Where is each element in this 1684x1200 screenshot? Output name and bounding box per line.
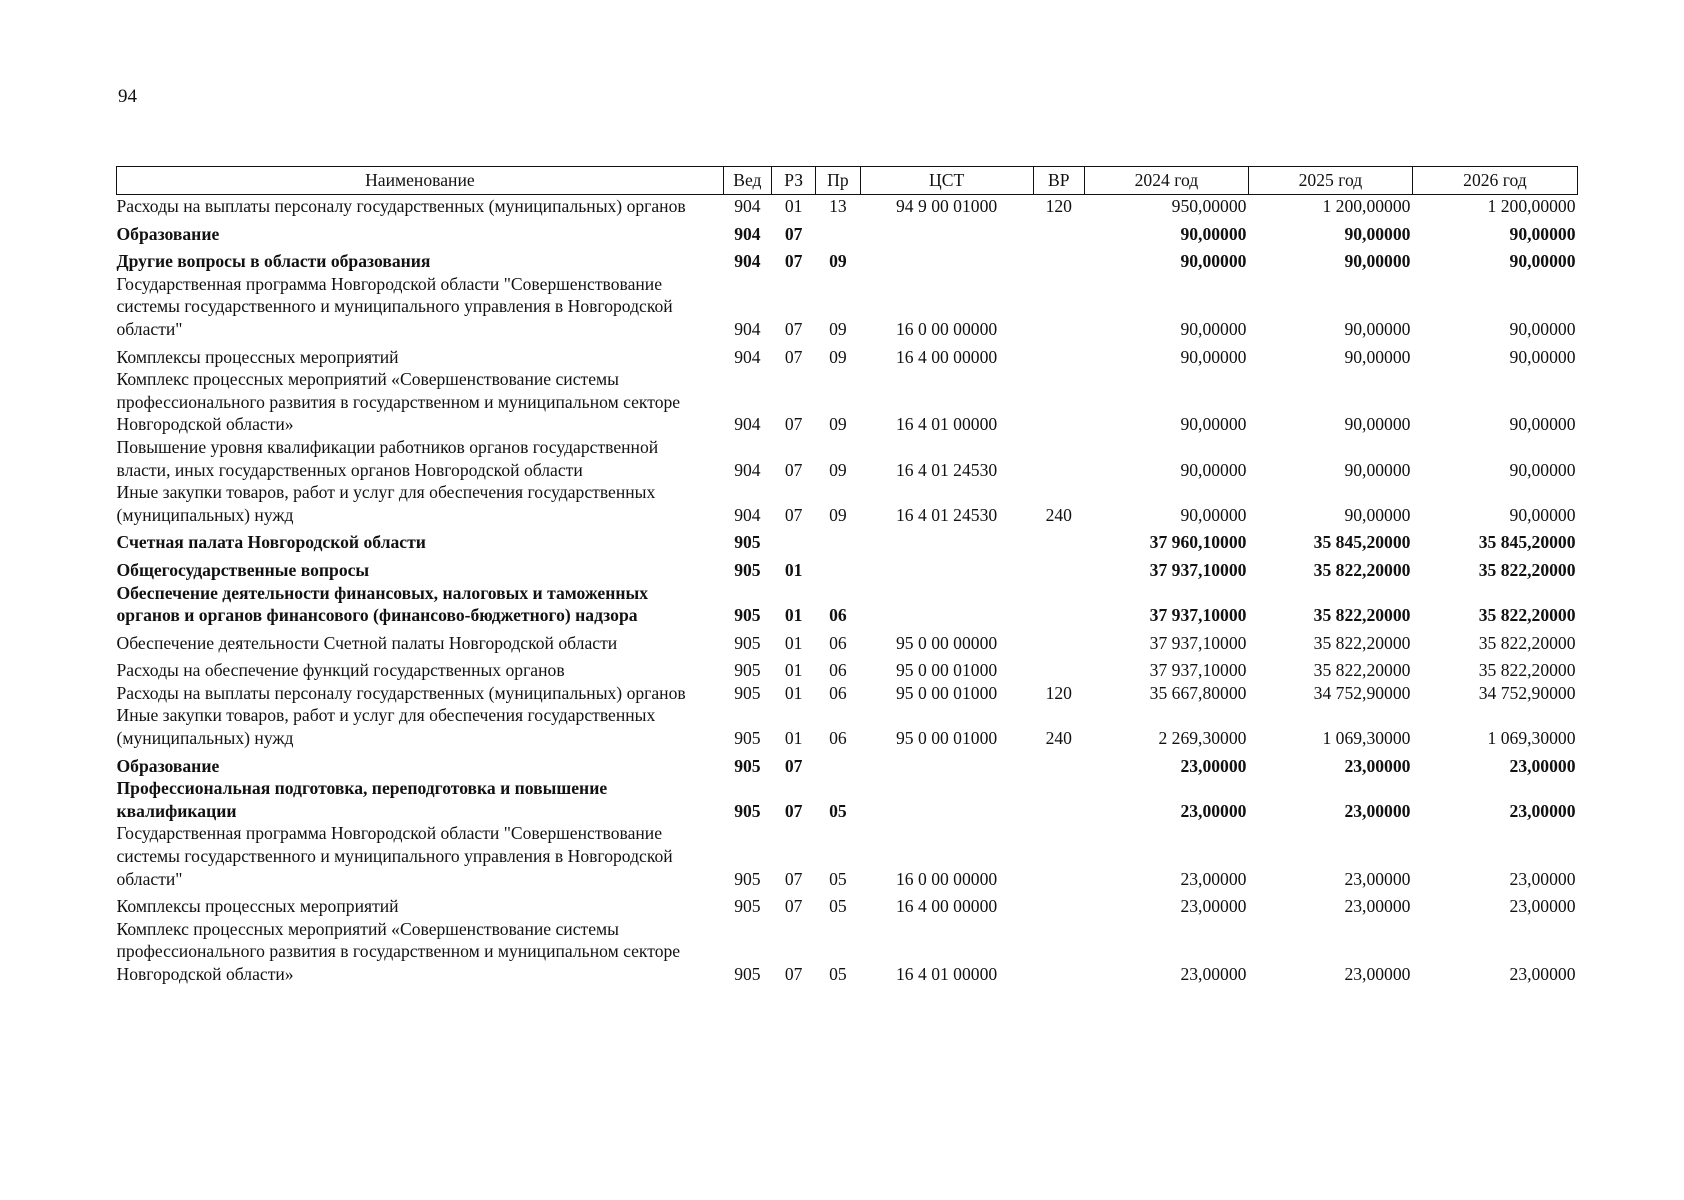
cell-cst	[860, 750, 1033, 778]
cell-2026: 90,00000	[1509, 414, 1576, 435]
table-header	[117, 167, 1578, 195]
cell-rz: 07	[784, 896, 803, 917]
table-row	[117, 918, 1578, 986]
cell-2026: 23,00000	[1509, 800, 1576, 821]
cell-cst: 95 0 00 01000	[896, 660, 998, 681]
cell-pr: 09	[829, 414, 847, 435]
cell-pr: 06	[829, 660, 847, 681]
cell-2025: 34 752,90000	[1313, 682, 1411, 703]
cell-name: Образование	[116, 755, 220, 776]
table-row	[117, 627, 1578, 655]
cell-vr	[1033, 627, 1084, 655]
cell-2026: 35 822,20000	[1478, 632, 1576, 653]
cell-rz: 01	[784, 660, 803, 681]
cell-cst	[860, 582, 1033, 627]
cell-rz: 07	[784, 755, 803, 776]
cell-cst: 16 4 01 24530	[896, 504, 998, 525]
cell-ved: 905	[734, 728, 761, 749]
cell-pr: 05	[829, 896, 847, 917]
cell-ved: 904	[734, 504, 761, 525]
cell-rz: 07	[784, 504, 803, 525]
cell-vr	[1033, 245, 1084, 273]
cell-pr: 06	[829, 682, 847, 703]
cell-ved: 904	[734, 414, 761, 435]
cell-2026: 90,00000	[1509, 346, 1576, 367]
cell-2025: 23,00000	[1344, 964, 1411, 984]
cell-2025: 35 822,20000	[1313, 660, 1411, 681]
cell-2026: 90,00000	[1509, 318, 1576, 339]
cell-rz: 01	[784, 559, 803, 580]
cell-2026: 90,00000	[1509, 459, 1576, 480]
cell-ved: 905	[734, 559, 761, 580]
cell-vr	[1033, 526, 1084, 554]
cell-2025: 23,00000	[1344, 800, 1411, 821]
page-number: 94	[118, 86, 137, 107]
table-row	[117, 704, 1578, 749]
cell-ved: 905	[734, 868, 761, 889]
cell-name: Комплекс процессных мероприятий «Совершенствование системы профессионального развития в государственном и муниципальном секторе Новгородской области»	[116, 369, 681, 435]
cell-2026: 90,00000	[1509, 251, 1576, 272]
cell-name: Счетная палата Новгородской области	[116, 532, 426, 553]
cell-2025: 35 822,20000	[1313, 605, 1411, 626]
cell-cst: 95 0 00 00000	[896, 632, 998, 653]
cell-pr	[816, 218, 860, 246]
cell-pr: 09	[829, 504, 847, 525]
table-row	[117, 526, 1578, 554]
cell-name: Профессиональная подготовка, переподготовка и повышение квалификации	[116, 778, 608, 821]
cell-2024: 90,00000	[1180, 346, 1247, 367]
cell-vr	[1033, 750, 1084, 778]
table-row	[117, 582, 1578, 627]
table-row	[117, 436, 1578, 481]
cell-2024: 90,00000	[1180, 414, 1247, 435]
cell-vr	[1033, 273, 1084, 341]
col-header-cst: ЦСТ	[860, 167, 1033, 195]
cell-ved: 904	[734, 251, 761, 272]
cell-vr: 120	[1045, 196, 1072, 216]
cell-2026: 35 822,20000	[1478, 559, 1576, 580]
cell-pr: 09	[829, 346, 847, 367]
budget-table	[116, 166, 1578, 986]
cell-pr: 05	[829, 964, 847, 984]
cell-2024: 37 937,10000	[1149, 632, 1247, 653]
cell-pr: 09	[829, 459, 847, 480]
cell-2026: 23,00000	[1509, 964, 1576, 984]
cell-rz: 01	[784, 632, 803, 653]
cell-vr	[1033, 341, 1084, 369]
cell-vr	[1033, 654, 1084, 682]
cell-pr: 09	[829, 251, 847, 272]
cell-vr	[1033, 436, 1084, 481]
cell-cst: 95 0 00 01000	[896, 728, 998, 749]
cell-2024: 2 269,30000	[1158, 728, 1247, 749]
cell-rz: 01	[784, 196, 803, 216]
cell-2025: 1 069,30000	[1322, 728, 1411, 749]
col-header-2024: 2024 год	[1084, 167, 1248, 195]
cell-cst: 16 4 00 00000	[896, 346, 998, 367]
cell-2024: 90,00000	[1180, 223, 1247, 244]
cell-vr	[1033, 554, 1084, 582]
cell-2025: 90,00000	[1344, 318, 1411, 339]
cell-2026: 23,00000	[1509, 896, 1576, 917]
cell-vr: 120	[1045, 682, 1072, 703]
cell-name: Обеспечение деятельности Счетной палаты Новгородской области	[116, 632, 618, 653]
cell-ved: 905	[734, 660, 761, 681]
cell-name: Образование	[116, 223, 220, 244]
cell-ved: 905	[734, 964, 761, 984]
table-row	[117, 341, 1578, 369]
cell-pr: 09	[829, 318, 847, 339]
cell-pr: 06	[829, 728, 847, 749]
cell-2024: 23,00000	[1180, 800, 1247, 821]
table-row	[117, 195, 1578, 218]
cell-cst	[860, 245, 1033, 273]
cell-name: Комплексы процессных мероприятий	[116, 896, 399, 917]
table-row	[117, 777, 1578, 822]
cell-2025: 90,00000	[1344, 459, 1411, 480]
cell-2025: 1 200,00000	[1322, 196, 1411, 216]
cell-2025: 90,00000	[1344, 251, 1411, 272]
cell-2025: 35 822,20000	[1313, 559, 1411, 580]
cell-vr	[1033, 890, 1084, 918]
cell-2026: 1 069,30000	[1487, 728, 1576, 749]
cell-cst: 16 0 00 00000	[896, 868, 998, 889]
cell-name: Расходы на обеспечение функций государственных органов	[116, 660, 565, 681]
cell-pr: 06	[829, 605, 847, 626]
cell-cst	[860, 777, 1033, 822]
col-header-name: Наименование	[117, 167, 724, 195]
cell-name: Государственная программа Новгородской области "Совершенствование системы государственного и муниципального управления в Новгородской области"	[116, 823, 673, 889]
cell-ved: 904	[734, 223, 761, 244]
cell-rz: 07	[784, 800, 803, 821]
cell-name: Общегосударственные вопросы	[116, 559, 370, 580]
table-row	[117, 750, 1578, 778]
cell-2025: 23,00000	[1344, 896, 1411, 917]
cell-2024: 950,00000	[1171, 196, 1247, 216]
table-row	[117, 273, 1578, 341]
cell-2025: 23,00000	[1344, 755, 1411, 776]
cell-vr: 240	[1045, 728, 1072, 749]
cell-rz: 07	[784, 251, 803, 272]
cell-cst	[860, 554, 1033, 582]
cell-cst: 16 4 01 00000	[896, 964, 998, 984]
cell-2025: 90,00000	[1344, 504, 1411, 525]
cell-2024: 23,00000	[1180, 964, 1247, 984]
table-row	[117, 218, 1578, 246]
cell-rz: 07	[784, 346, 803, 367]
cell-2024: 37 937,10000	[1149, 559, 1247, 580]
cell-rz: 07	[784, 223, 803, 244]
cell-rz: 07	[784, 318, 803, 339]
cell-2026: 90,00000	[1509, 504, 1576, 525]
cell-ved: 904	[734, 196, 761, 216]
cell-2026: 23,00000	[1509, 755, 1576, 776]
cell-2024: 90,00000	[1180, 459, 1247, 480]
cell-name: Обеспечение деятельности финансовых, налоговых и таможенных органов и органов финансового (финансово-бюджетного) надзора	[116, 582, 648, 626]
cell-2024: 23,00000	[1180, 896, 1247, 917]
cell-2026: 90,00000	[1509, 223, 1576, 244]
cell-ved: 904	[734, 318, 761, 339]
cell-pr: 05	[829, 868, 847, 889]
cell-rz: 01	[784, 728, 803, 749]
cell-ved: 905	[734, 632, 761, 653]
cell-rz: 01	[784, 682, 803, 703]
table-row	[117, 890, 1578, 918]
cell-rz: 07	[784, 459, 803, 480]
cell-name: Иные закупки товаров, работ и услуг для обеспечения государственных (муниципальных) нужд	[116, 705, 656, 749]
cell-rz	[772, 526, 816, 554]
table-body	[117, 195, 1578, 986]
cell-cst	[860, 526, 1033, 554]
table-row	[117, 822, 1578, 890]
cell-rz: 07	[784, 964, 803, 984]
cell-ved: 905	[734, 800, 761, 821]
cell-ved: 905	[734, 755, 761, 776]
cell-ved: 905	[734, 682, 761, 703]
cell-2024: 23,00000	[1180, 868, 1247, 889]
cell-2026: 35 845,20000	[1478, 532, 1576, 553]
cell-ved: 905	[734, 532, 761, 553]
cell-2025: 90,00000	[1344, 346, 1411, 367]
table-row	[117, 245, 1578, 273]
cell-pr	[816, 526, 860, 554]
cell-pr: 06	[829, 632, 847, 653]
cell-2026: 34 752,90000	[1478, 682, 1576, 703]
cell-vr	[1033, 918, 1084, 986]
cell-2024: 23,00000	[1180, 755, 1247, 776]
cell-cst	[860, 218, 1033, 246]
cell-2026: 1 200,00000	[1487, 196, 1576, 216]
cell-vr	[1033, 777, 1084, 822]
cell-vr	[1033, 822, 1084, 890]
cell-name: Расходы на выплаты персоналу государственных (муниципальных) органов	[116, 196, 686, 216]
cell-ved: 905	[734, 896, 761, 917]
cell-2026: 35 822,20000	[1478, 660, 1576, 681]
cell-name: Государственная программа Новгородской области "Совершенствование системы государственного и муниципального управления в Новгородской области"	[116, 273, 673, 339]
cell-pr: 05	[829, 800, 847, 821]
cell-ved: 904	[734, 346, 761, 367]
cell-2025: 35 822,20000	[1313, 632, 1411, 653]
col-header-2026: 2026 год	[1412, 167, 1577, 195]
col-header-rz: РЗ	[772, 167, 816, 195]
col-header-2025: 2025 год	[1248, 167, 1412, 195]
cell-cst: 94 9 00 01000	[896, 196, 998, 216]
cell-2026: 35 822,20000	[1478, 605, 1576, 626]
cell-name: Иные закупки товаров, работ и услуг для обеспечения государственных (муниципальных) нужд	[116, 482, 656, 525]
col-header-pr: Пр	[816, 167, 860, 195]
cell-cst: 95 0 00 01000	[896, 682, 998, 703]
cell-2025: 35 845,20000	[1313, 532, 1411, 553]
cell-2025: 23,00000	[1344, 868, 1411, 889]
cell-ved: 904	[734, 459, 761, 480]
cell-rz: 07	[784, 414, 803, 435]
cell-cst: 16 4 01 24530	[896, 459, 998, 480]
cell-pr	[816, 554, 860, 582]
cell-2025: 90,00000	[1344, 223, 1411, 244]
cell-pr	[816, 750, 860, 778]
cell-2024: 37 937,10000	[1149, 605, 1247, 626]
table-row	[117, 654, 1578, 682]
cell-name: Комплексы процессных мероприятий	[116, 346, 399, 367]
cell-vr	[1033, 582, 1084, 627]
cell-cst: 16 4 00 00000	[896, 896, 998, 917]
table-row	[117, 682, 1578, 705]
table-row	[117, 368, 1578, 436]
cell-2024: 90,00000	[1180, 504, 1247, 525]
cell-name: Расходы на выплаты персоналу государственных (муниципальных) органов	[116, 682, 686, 703]
cell-2024: 37 937,10000	[1149, 660, 1247, 681]
cell-cst: 16 0 00 00000	[896, 318, 998, 339]
cell-2024: 35 667,80000	[1149, 682, 1247, 703]
cell-2025: 90,00000	[1344, 414, 1411, 435]
cell-pr: 13	[829, 196, 847, 216]
col-header-vr: ВР	[1033, 167, 1084, 195]
cell-vr	[1033, 218, 1084, 246]
table-row	[117, 481, 1578, 526]
cell-name: Другие вопросы в области образования	[116, 251, 431, 272]
cell-2024: 90,00000	[1180, 251, 1247, 272]
cell-vr	[1033, 368, 1084, 436]
cell-ved: 905	[734, 605, 761, 626]
cell-rz: 01	[784, 605, 803, 626]
cell-2024: 90,00000	[1180, 318, 1247, 339]
cell-cst: 16 4 01 00000	[896, 414, 998, 435]
table-row	[117, 554, 1578, 582]
cell-vr: 240	[1045, 504, 1072, 525]
cell-2024: 37 960,10000	[1149, 532, 1247, 553]
cell-rz: 07	[784, 868, 803, 889]
col-header-ved: Вед	[723, 167, 771, 195]
cell-name: Комплекс процессных мероприятий «Совершенствование системы профессионального развития в государственном и муниципальном секторе Новгородской области»	[116, 918, 681, 984]
cell-name: Повышение уровня квалификации работников органов государственной власти, иных государственных органов Новгородской области	[116, 436, 659, 480]
cell-2026: 23,00000	[1509, 868, 1576, 889]
